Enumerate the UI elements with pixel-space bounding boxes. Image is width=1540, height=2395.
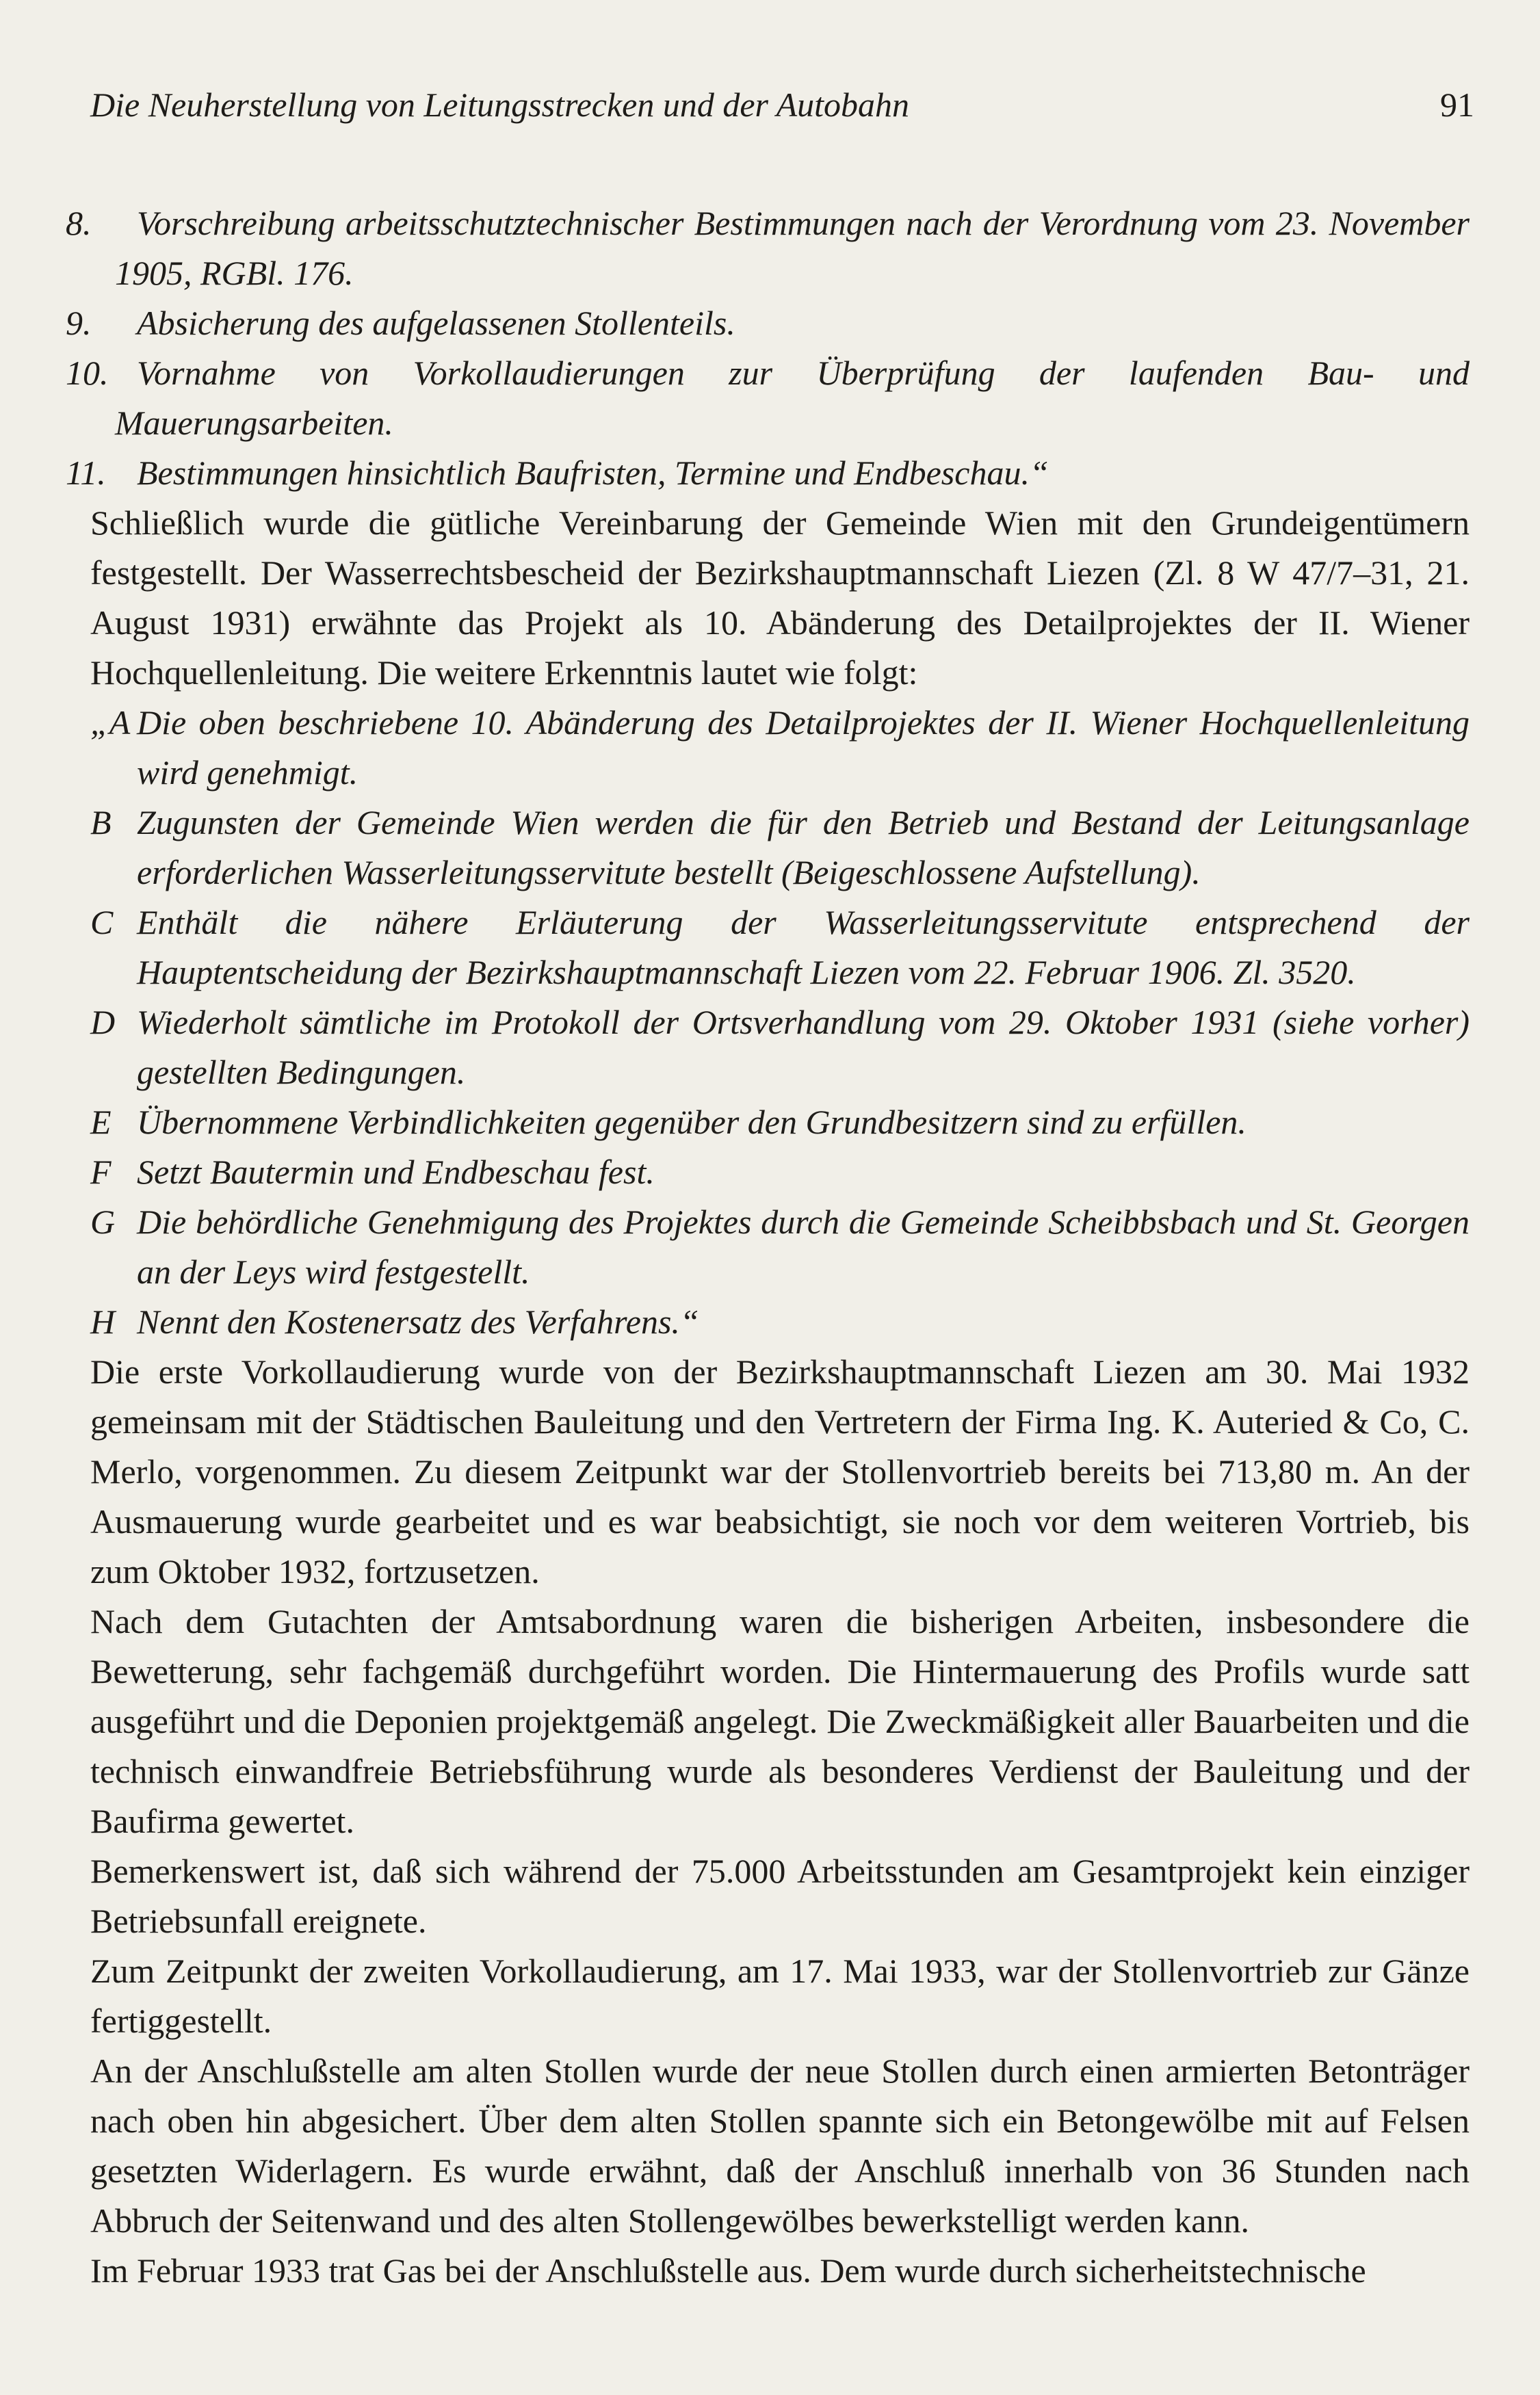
paragraph: An der Anschlußstelle am alten Stollen wurde der neue Stollen durch einen armierten Betonträger nach oben hin abgesichert. Über dem alten Stollen spannte sich ein Betongewölbe mit auf Felsen gesetzten Widerlagern. Es wurde erwähnt, daß der Anschluß innerhalb von 36 Stunden nach Abbruch der Seitenwand und des alten Stollengewölbes bewerkstelligt werden kann.: [90, 2052, 1470, 2240]
paragraph: Nach dem Gutachten der Amtsabordnung waren die bisherigen Arbeiten, insbesondere die Bewetterung, sehr fachgemäß durchgeführt worden. Die Hintermauerung des Profils wurde satt ausgeführt und die Deponien projektgemäß angelegt. Die Zweckmäßigkeit aller Bauarbeiten und die technisch einwandfreie Betriebsführung wurde als besonderes Verdienst der Bauleitung und der Baufirma gewertet.: [90, 1602, 1470, 1840]
list-item: [90, 1097, 1470, 1147]
item-text: Die oben beschriebene 10. Abänderung des Detailprojektes der II. Wiener Hochquellenleitung wird genehmigt.: [137, 703, 1470, 791]
list-item: [90, 1197, 1470, 1297]
item-text: Setzt Bautermin und Endbeschau fest.: [137, 1153, 655, 1191]
paragraph: Die erste Vorkollaudierung wurde von der Bezirkshauptmannschaft Liezen am 30. Mai 1932 gemeinsam mit der Städtischen Bauleitung und den Vertretern der Firma Ing. K. Auteried & Co, C. Merlo, vorgenommen. Zu diesem Zeitpunkt war der Stollenvortrieb bereits bei 713,80 m. An der Ausmauerung wurde gearbeitet und es war beabsichtigt, sie noch vor dem weiteren Vortrieb, bis zum Oktober 1932, fortzusetzen.: [90, 1352, 1470, 1591]
paragraph: Bemerkenswert ist, daß sich während der 75.000 Arbeitsstunden am Gesamtprojekt kein einziger Betriebsunfall ereignete.: [90, 1852, 1470, 1940]
item-text: Vornahme von Vorkollaudierungen zur Überprüfung der laufenden Bau- und Mauerungsarbeiten.: [115, 354, 1470, 442]
list-item: [90, 698, 1470, 798]
list-item: [90, 898, 1470, 997]
item-text: Wiederholt sämtliche im Protokoll der Ortsverhandlung vom 29. Oktober 1931 (siehe vorher) gestellten Bedingungen.: [137, 1003, 1470, 1091]
item-text: Zugunsten der Gemeinde Wien werden die für den Betrieb und Bestand der Leitungsanlage erforderlichen Wasserleitungsservitute bestellt (Beigeschlossene Aufstellung).: [137, 803, 1470, 891]
item-number: 10.: [66, 354, 109, 392]
item-letter: H: [90, 1303, 116, 1341]
item-text: Vorschreibung arbeitsschutztechnischer Bestimmungen nach der Verordnung vom 23. November 1905, RGBl. 176.: [115, 204, 1470, 292]
item-letter: „A: [90, 703, 131, 742]
item-number: 11.: [66, 454, 106, 492]
item-text: Übernommene Verbindlichkeiten gegenüber den Grundbesitzern sind zu erfüllen.: [137, 1103, 1247, 1141]
running-head: [90, 81, 1474, 129]
page-number: 91: [1440, 86, 1474, 124]
running-head-title: Die Neuherstellung von Leitungsstrecken und der Autobahn: [90, 86, 910, 124]
item-letter: E: [90, 1103, 112, 1141]
item-number: 8.: [66, 204, 92, 242]
item-text: Enthält die nähere Erläuterung der Wasserleitungsservitute entsprechend der Hauptentscheidung der Bezirkshauptmannschaft Liezen vom 22. Februar 1906. Zl. 3520.: [137, 903, 1470, 991]
list-item: [90, 1297, 1470, 1347]
item-number: 9.: [66, 304, 92, 342]
item-letter: G: [90, 1203, 116, 1241]
list-item: [90, 1147, 1470, 1197]
item-text: Die behördliche Genehmigung des Projektes durch die Gemeinde Scheibbsbach und St. Georgen an der Leys wird festgestellt.: [137, 1203, 1470, 1291]
item-letter: F: [90, 1153, 112, 1191]
list-item: [90, 798, 1470, 898]
item-letter: D: [90, 1003, 116, 1041]
item-text: Bestimmungen hinsichtlich Baufristen, Termine und Endbeschau.“: [137, 454, 1049, 492]
paragraph: Schließlich wurde die gütliche Vereinbarung der Gemeinde Wien mit den Grundeigentümern festgestellt. Der Wasserrechtsbescheid der Bezirkshauptmannschaft Liezen (Zl. 8 W 47/7–31, 21. August 1931) erwähnte das Projekt als 10. Abänderung des Detailprojektes der II. Wiener Hochquellenleitung. Die weitere Erkenntnis lautet wie folgt:: [90, 503, 1470, 692]
body-text: [66, 198, 1470, 2296]
paragraph: Zum Zeitpunkt der zweiten Vorkollaudierung, am 17. Mai 1933, war der Stollenvortrieb zur Gänze fertiggestellt.: [90, 1952, 1470, 2040]
list-item: [66, 198, 1470, 298]
list-item: [66, 298, 1470, 348]
item-letter: C: [90, 903, 114, 941]
list-item: [66, 348, 1470, 448]
item-text: Nennt den Kostenersatz des Verfahrens.“: [137, 1303, 699, 1341]
paragraph: Im Februar 1933 trat Gas bei der Anschlußstelle aus. Dem wurde durch sicherheitstechnische: [90, 2251, 1366, 2290]
list-item: [66, 448, 1470, 498]
list-item: [90, 997, 1470, 1097]
item-text: Absicherung des aufgelassenen Stollenteils.: [137, 304, 735, 342]
item-letter: B: [90, 803, 112, 841]
